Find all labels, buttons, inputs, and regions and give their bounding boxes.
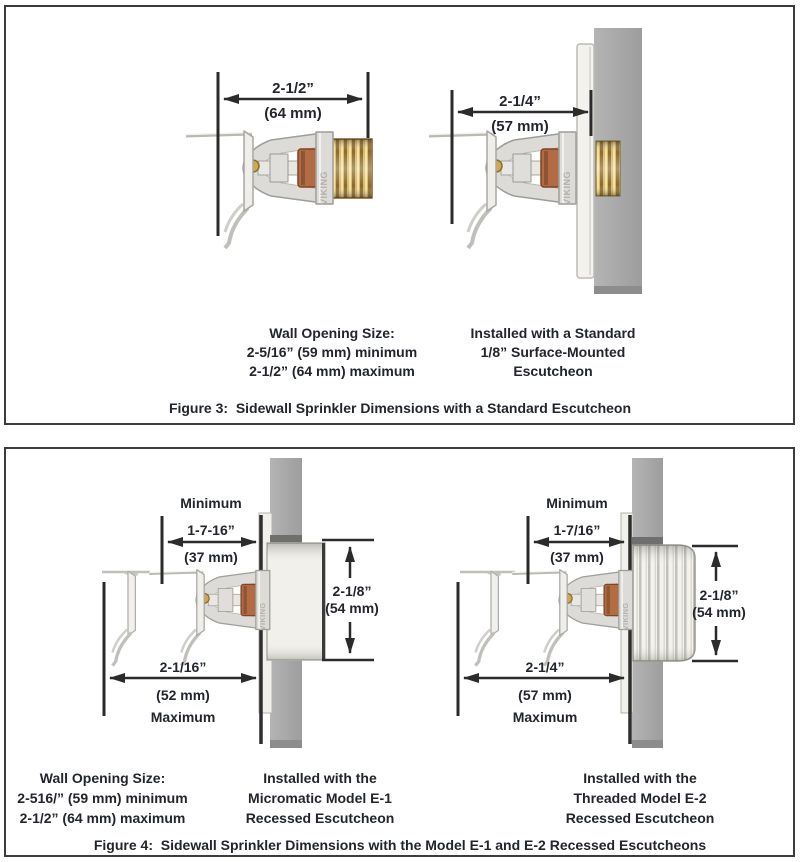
fig4-e1-installed-note xyxy=(215,768,425,828)
installed-line: Recessed Escutcheon xyxy=(565,810,715,826)
wall-hole-shadow xyxy=(632,537,663,545)
ghost-deflector xyxy=(475,571,500,665)
sprinkler-frame-assembly xyxy=(512,570,633,666)
dim-label: 2-1/16” xyxy=(159,659,207,675)
figure3-caption: Figure 3: Sidewall Sprinkler Dimensions with a Standard Escutcheon xyxy=(168,400,632,416)
fig3-wall-opening-note xyxy=(212,324,452,381)
min-label: Minimum xyxy=(546,495,608,511)
wall-opening-max: 2-1/2” (64 mm) maximum xyxy=(19,810,186,826)
dim-label: (64 mm) xyxy=(264,105,322,122)
dim-label: 2-1/4” xyxy=(525,659,565,675)
dim-label: (52 mm) xyxy=(156,687,210,703)
fig3-installed-note xyxy=(433,324,673,381)
wall-opening-min: 2-5/16” (59 mm) minimum xyxy=(246,344,418,360)
dim-label: 2-1/8” xyxy=(332,583,372,599)
installed-line: Installed with a Standard xyxy=(470,325,636,341)
dim-label: (37 mm) xyxy=(184,549,238,565)
installed-line: Installed with the xyxy=(263,770,377,786)
installed-line: Installed with the xyxy=(583,770,697,786)
wall-opening-max: 2-1/2” (64 mm) maximum xyxy=(249,363,415,379)
sprinkler-frame-assembly xyxy=(186,131,333,248)
dim-label: (57 mm) xyxy=(491,118,549,135)
wall-bottom-edge xyxy=(632,740,663,748)
brass-shank-shading xyxy=(331,139,372,198)
wall-opening-min: 2-516/” (59 mm) minimum xyxy=(17,790,188,806)
dim-label: (57 mm) xyxy=(518,687,572,703)
standard-sprinkler-bare-diagram xyxy=(186,72,372,248)
dim-label: 2-1/2” xyxy=(272,80,314,97)
ghost-deflector xyxy=(112,571,137,665)
installed-line: Threaded Model E-2 xyxy=(573,790,707,806)
dim-label: 1-7-16” xyxy=(187,522,235,538)
dim-label: (54 mm) xyxy=(692,604,746,620)
installed-line: Recessed Escutcheon xyxy=(245,810,395,826)
brass-shank-shading xyxy=(596,141,620,196)
figure4-caption: Figure 4: Sidewall Sprinkler Dimensions with the Model E-1 and E-2 Recessed Escutcheons xyxy=(93,837,707,853)
wall-opening-title: Wall Opening Size: xyxy=(269,325,395,341)
min-label: Minimum xyxy=(180,495,242,511)
cup-shading xyxy=(633,545,695,661)
installed-line: Micromatic Model E-1 xyxy=(248,790,392,806)
diagram-graphics: VIKING 2-1/2” (64 mm) 2-1/4” (57 mm) Minimum 1-7-16” (37 mm) 2-1/16” (52 mm) Maximum 2-1/8” (54 mm) Minimum 1-7/16” (37 mm) 2-1/4” (57 mm) Maximum 2-1/8” (54 mm) xyxy=(0,0,800,862)
e2-recessed-diagram xyxy=(458,458,746,748)
wall-bottom-edge xyxy=(594,286,642,294)
max-label: Maximum xyxy=(150,709,216,725)
cup-shading xyxy=(267,543,325,660)
wall-bottom-edge xyxy=(270,740,302,748)
standard-sprinkler-mounted-diagram xyxy=(429,28,642,294)
dim-label: 2-1/8” xyxy=(699,587,739,603)
surface-escutcheon-plate xyxy=(577,44,594,278)
dim-label: (54 mm) xyxy=(325,600,379,616)
dim-label: 2-1/4” xyxy=(499,93,541,110)
fig4-e2-installed-note xyxy=(535,768,745,828)
wall-hole-shadow xyxy=(270,535,302,543)
e1-recessed-diagram xyxy=(102,458,379,748)
dim-label: 1-7/16” xyxy=(553,522,601,538)
installed-line: 1/8” Surface-Mounted xyxy=(480,344,626,360)
wall-opening-title: Wall Opening Size: xyxy=(39,770,166,786)
installed-line: Escutcheon xyxy=(513,363,593,379)
dim-label: (37 mm) xyxy=(550,549,604,565)
max-label: Maximum xyxy=(512,709,578,725)
sprinkler-frame-assembly xyxy=(149,570,270,666)
fig4-wall-opening-note xyxy=(5,768,200,828)
